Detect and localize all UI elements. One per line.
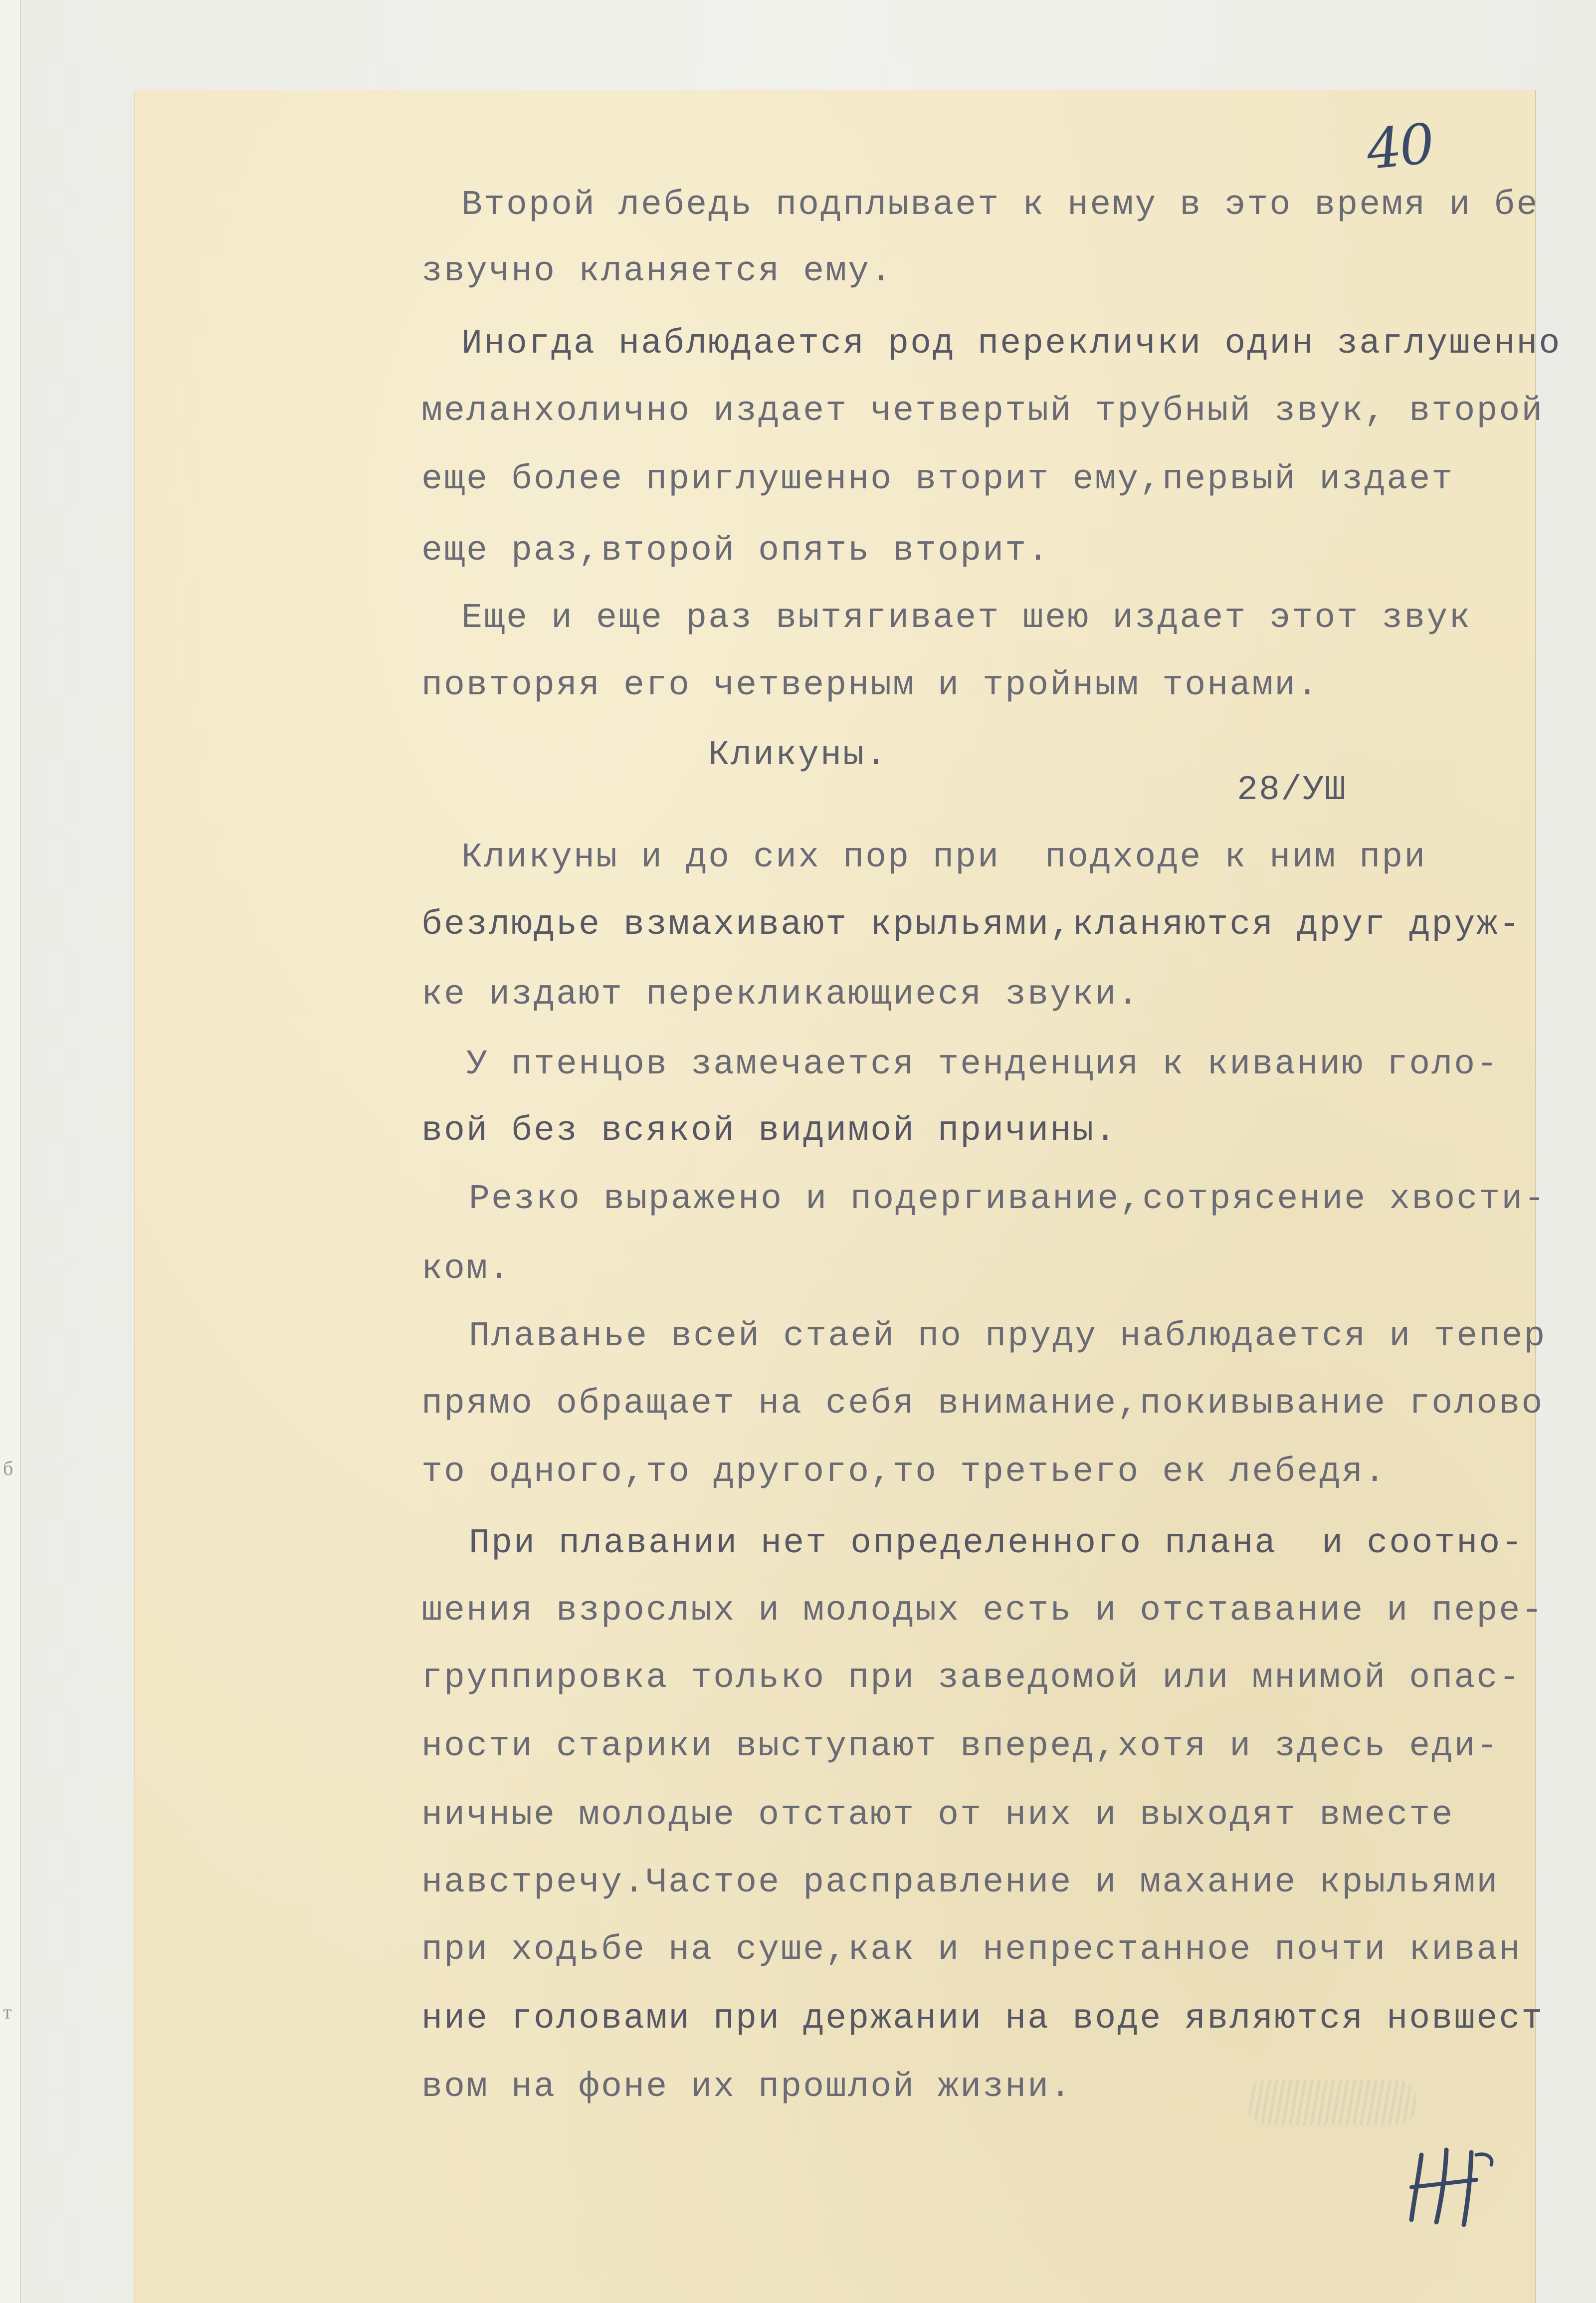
text-line: ности старики выступают вперед,хотя и здесь еди- bbox=[421, 1727, 1499, 1766]
text-line: повторяя его четверным и тройным тонами. bbox=[421, 666, 1320, 705]
text-line: при ходьбе на суше,как и непрестанное почти киван bbox=[421, 1930, 1522, 1970]
text-line: еще раз,второй опять вторит. bbox=[421, 531, 1050, 571]
text-line: прямо обращает на себя внимание,покивывание голово bbox=[421, 1384, 1544, 1424]
text-line: Иногда наблюдается род переклички один заглушенно bbox=[461, 324, 1562, 364]
text-line: ние головами при держании на воде являются новшест bbox=[421, 1999, 1544, 2039]
text-line: ком. bbox=[421, 1250, 512, 1289]
text-line: ничные молодые отстают от них и выходят вместе bbox=[421, 1796, 1454, 1835]
section-heading: Кликуны. bbox=[708, 736, 888, 775]
text-line: Второй лебедь подплывает к нему в это время и бе bbox=[461, 186, 1539, 225]
text-line: Еще и еще раз вытягивает шею издает этот звук bbox=[461, 599, 1472, 638]
handwritten-folio-mark bbox=[1401, 2145, 1501, 2230]
text-line: звучно кланяется ему. bbox=[421, 252, 893, 291]
text-line: то одного,то другого,то третьего ек лебедя. bbox=[421, 1453, 1387, 1492]
ink-smudge bbox=[1247, 2080, 1416, 2125]
text-line: У птенцов замечается тенденция к киванию голо- bbox=[466, 1045, 1499, 1084]
margin-mark: б bbox=[3, 1457, 13, 1479]
text-line: меланхолично издает четвертый трубный звук, второй bbox=[421, 392, 1544, 431]
text-line: еще более приглушенно вторит ему,первый издает bbox=[421, 460, 1454, 499]
text-line: безлюдье взмахивают крыльями,кланяются друг друж- bbox=[421, 905, 1522, 945]
section-date: 28/УШ bbox=[1237, 771, 1347, 810]
text-line: навстречу.Частое расправление и махание крыльями bbox=[421, 1863, 1499, 1902]
text-line: ке издают перекликающиеся звуки. bbox=[421, 975, 1140, 1015]
text-line: вой без всякой видимой причины. bbox=[421, 1111, 1118, 1151]
text-line: При плавании нет определенного плана и соотно- bbox=[469, 1524, 1524, 1563]
text-line: Плаванье всей стаей по пруду наблюдается и тепер bbox=[469, 1317, 1547, 1356]
handwritten-page-number: 40 bbox=[1363, 111, 1436, 182]
text-line: вом на фоне их прошлой жизни. bbox=[421, 2068, 1073, 2107]
margin-mark: т bbox=[3, 2001, 12, 2023]
text-line: шения взрослых и молодых есть и отставание и пере- bbox=[421, 1591, 1544, 1631]
text-line: группировка только при заведомой или мнимой опас- bbox=[421, 1659, 1522, 1698]
text-line: Кликуны и до сих пор при подходе к ним при bbox=[461, 838, 1427, 877]
text-line: Резко выражено и подергивание,сотрясение хвости- bbox=[469, 1180, 1547, 1219]
